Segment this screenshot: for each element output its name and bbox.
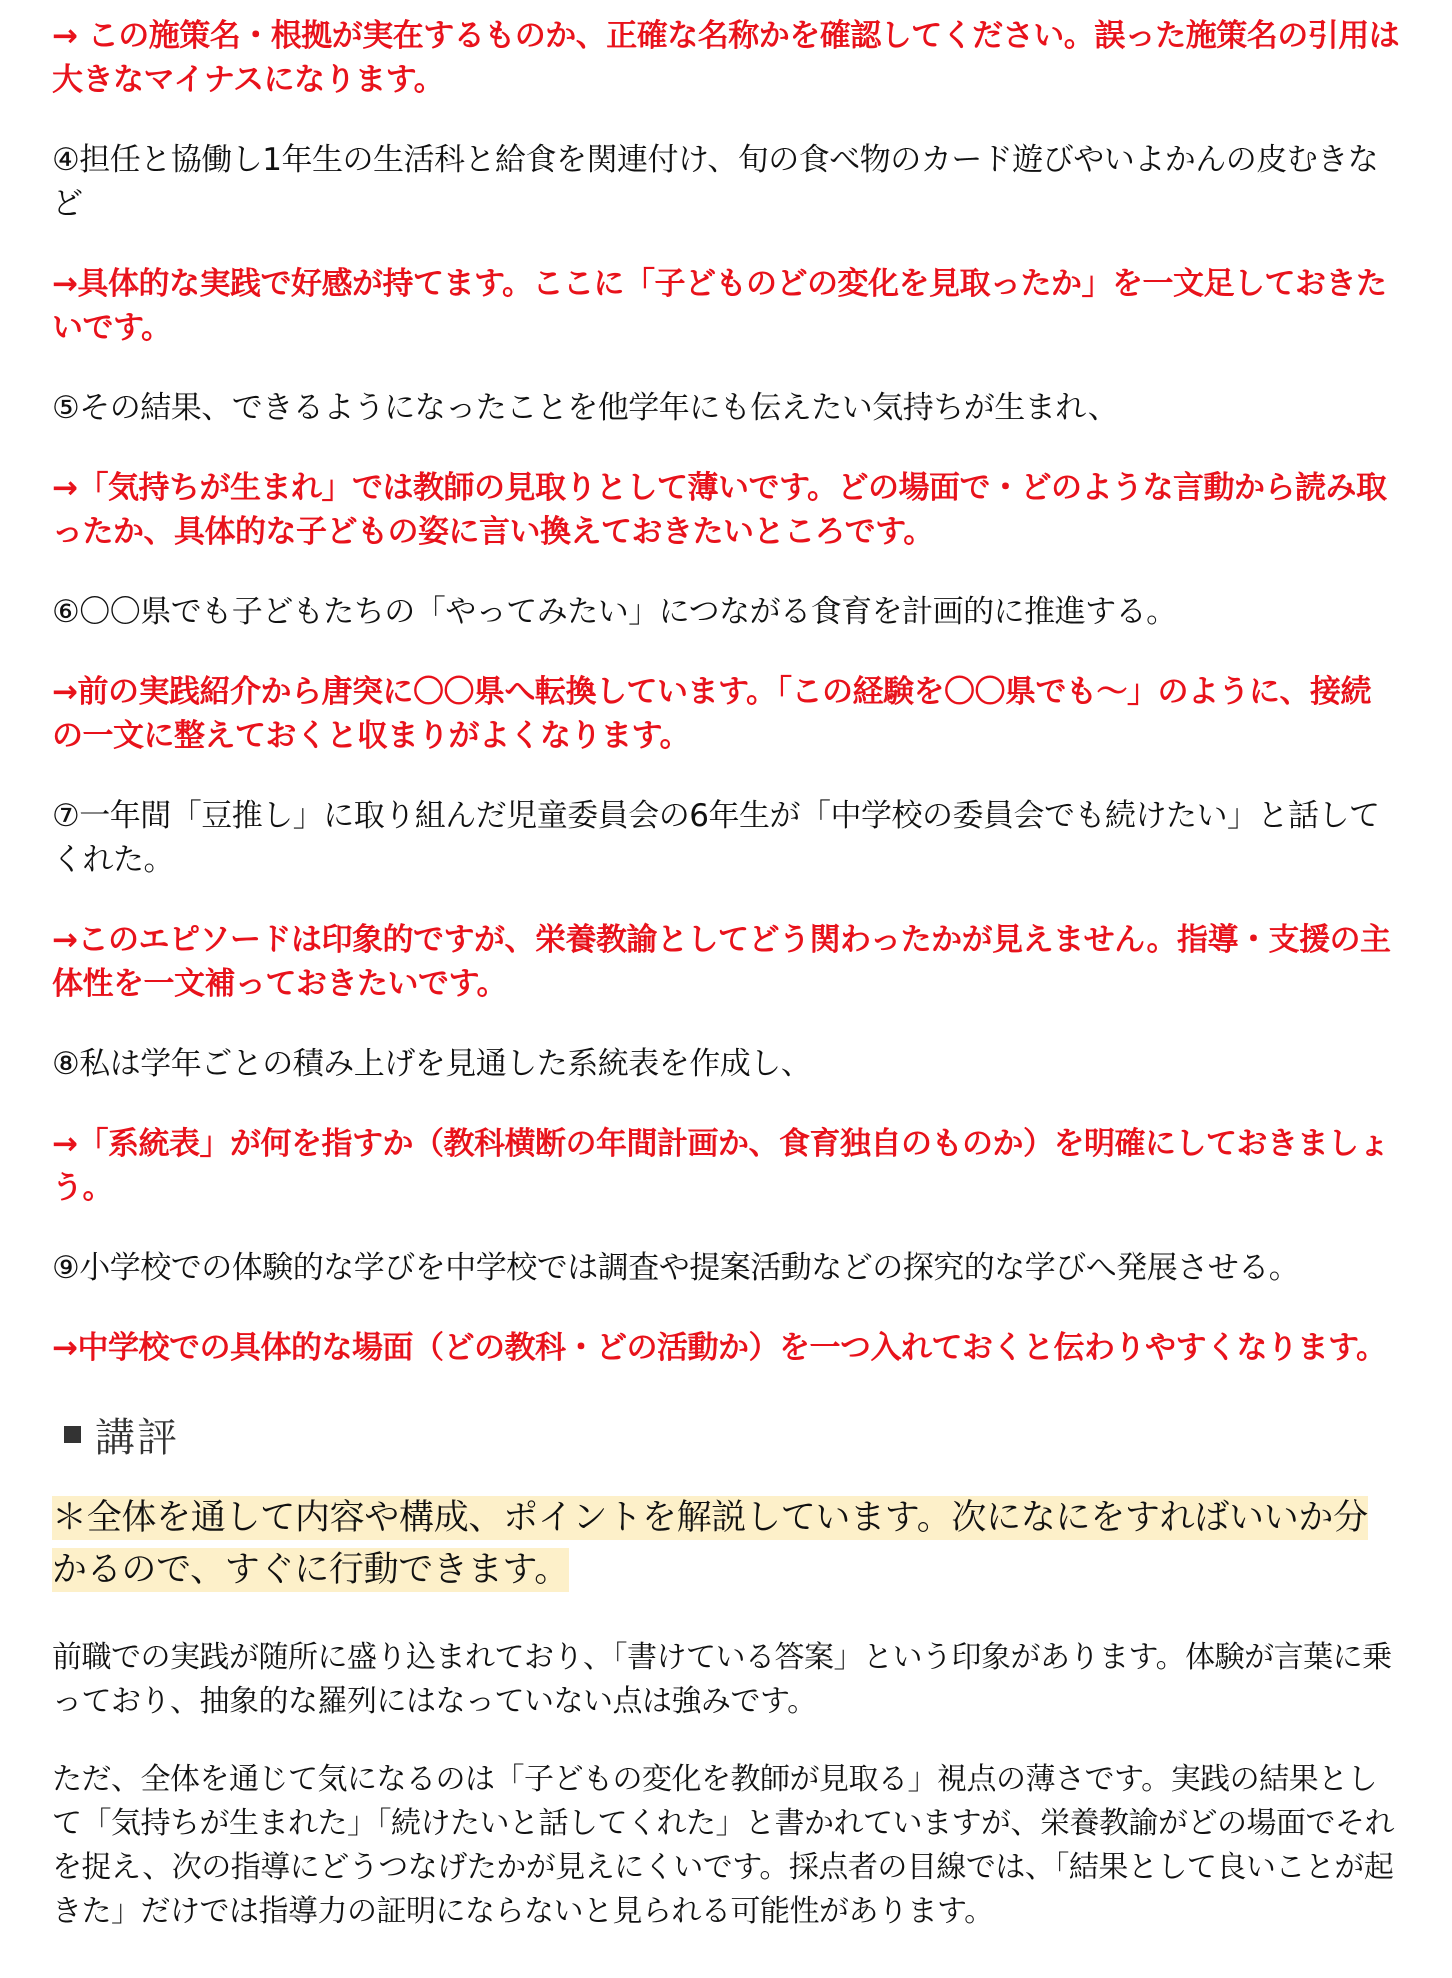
essay-excerpt: ⑤その結果、できるようになったことを他学年にも伝えたい気持ちが生まれ、 (52, 390, 1119, 426)
comment-paragraph: →このエピソードは印象的ですが、栄養教諭としてどう関わったかが見えません。指導・支援の主体性を一文補っておきたいです。 (52, 922, 1391, 1002)
review-paragraph: ただ、全体を通じて気になるのは「子どもの変化を教師が見取る」視点の薄さです。実践の結果として「気持ちが生まれた」「続けたいと話してくれた」と書かれていますが、栄養教諭がどの場面でそれを捉え、次の指導にどうつなげたかが見えにくいです。採点者の目線では、「結果として良いことが起きた」だけでは指導力の証明にならないと見られる可能性があります。 (52, 1762, 1394, 1929)
square-bullet-icon (64, 1426, 81, 1443)
comment-paragraph: →「系統表」が何を指すか（教科横断の年間計画か、食育独自のものか）を明確にしておきましょう。 (52, 1126, 1389, 1206)
essay-excerpt: ⑨小学校での体験的な学びを中学校では調査や提案活動などの探究的な学びへ発展させる。 (52, 1250, 1300, 1286)
essay-excerpt: ⑦一年間「豆推し」に取り組んだ児童委員会の6年生が「中学校の委員会でも続けたい」と話してくれた。 (52, 798, 1380, 878)
comment-paragraph: →前の実践紹介から唐突に〇〇県へ転換しています。「この経験を〇〇県でも～」のように、接続の一文に整えておくと収まりがよくなります。 (52, 674, 1371, 754)
essay-excerpt: ⑧私は学年ごとの積み上げを見通した系統表を作成し、 (52, 1046, 812, 1082)
comment-paragraph: →中学校での具体的な場面（どの教科・どの活動か）を一つ入れておくと伝わりやすくなります。 (52, 1330, 1387, 1366)
review-paragraph: 前職での実践が随所に盛り込まれており、「書けている答案」という印象があります。体験が言葉に乗っており、抽象的な羅列にはなっていない点は強みです。 (52, 1640, 1392, 1719)
comment-paragraph: →「気持ちが生まれ」では教師の見取りとして薄いです。どの場面で・どのような言動から読み取ったか、具体的な子どもの姿に言い換えておきたいところです。 (52, 470, 1387, 550)
highlight-text: ＊全体を通して内容や構成、ポイントを解説しています。次になにをすればいいか分かるので、すぐに行動できます。 (52, 1498, 1368, 1590)
highlight-note (52, 1492, 1400, 1596)
comment-paragraph: → この施策名・根拠が実在するものか、正確な名称かを確認してください。誤った施策名の引用は大きなマイナスになります。 (52, 18, 1400, 98)
review-heading (64, 1406, 1400, 1462)
essay-excerpt: ④担任と協働し1年生の生活科と給食を関連付け、旬の食べ物のカード遊びやいよかんの皮むきなど (52, 142, 1379, 222)
review-heading-label: 講評 (95, 1414, 179, 1461)
comment-paragraph: →具体的な実践で好感が持てます。ここに「子どものどの変化を見取ったか」を一文足しておきたいです。 (52, 266, 1387, 346)
essay-excerpt: ⑥〇〇県でも子どもたちの「やってみたい」につながる食育を計画的に推進する。 (52, 594, 1177, 630)
